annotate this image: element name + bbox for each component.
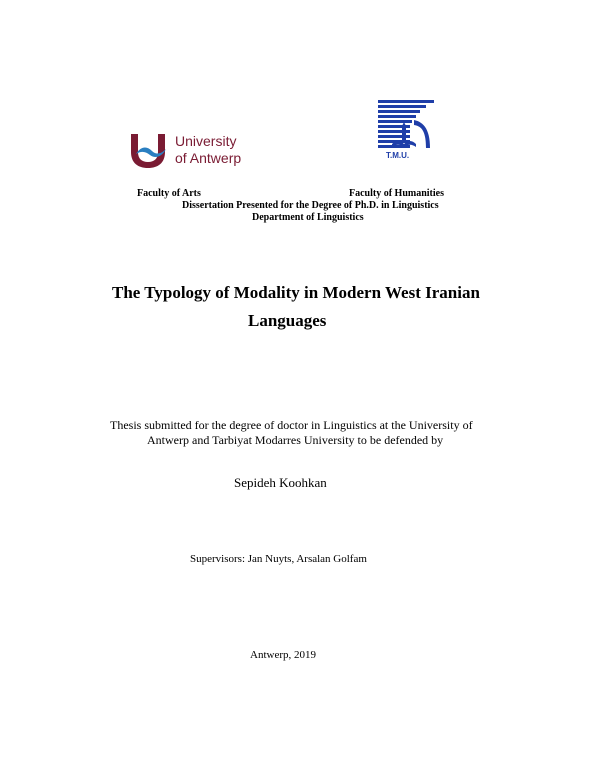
thesis-statement-line1: Thesis submitted for the degree of doctor in Linguistics at the University of [110, 418, 473, 432]
place-and-date: Antwerp, 2019 [250, 649, 316, 661]
ua-logo-line1: University [175, 133, 237, 149]
faculty-of-humanities-label: Faculty of Humanities [349, 188, 444, 199]
university-of-antwerp-mark-icon [128, 132, 168, 168]
author-name: Sepideh Koohkan [234, 475, 327, 490]
faculty-of-arts-label: Faculty of Arts [137, 188, 201, 199]
tmu-caption: T.M.U. [386, 151, 410, 160]
university-of-antwerp-logo [128, 130, 258, 170]
thesis-title-line2: Languages [248, 311, 327, 330]
thesis-title-line1: The Typology of Modality in Modern West Iranian [112, 283, 480, 302]
tmu-emblem-icon [378, 98, 436, 160]
supervisors-line: Supervisors: Jan Nuyts, Arsalan Golfam [190, 553, 367, 565]
thesis-statement-line2: Antwerp and Tarbiyat Modarres University to be defended by [147, 433, 444, 447]
tarbiat-modares-university-logo [378, 98, 436, 160]
department-line: Department of Linguistics [252, 212, 364, 223]
ua-logo-line2: of Antwerp [175, 150, 242, 166]
dissertation-line: Dissertation Presented for the Degree of Ph.D. in Linguistics [182, 200, 439, 211]
